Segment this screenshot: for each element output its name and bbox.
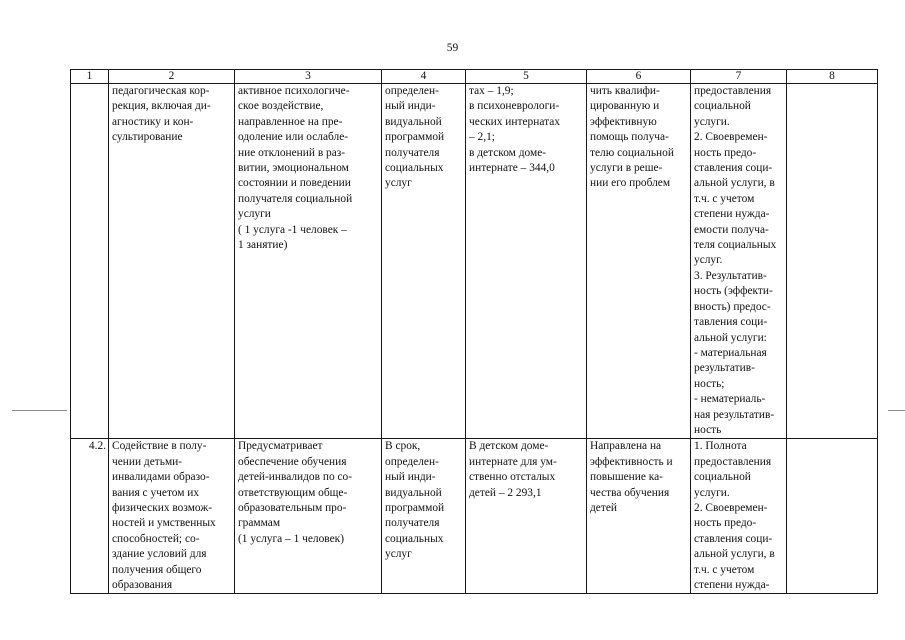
column-number: 1 — [71, 70, 109, 84]
column-number: 2 — [109, 70, 235, 84]
table-row — [71, 439, 878, 594]
service-conditions: Направлена на эффективность и повышение ка- чества обучения детей — [587, 439, 691, 594]
notes — [787, 84, 878, 439]
column-number: 8 — [787, 70, 878, 84]
service-conditions: чить квалифи- цированную и эффективную помощь получа- телю социальной услуги в реше- нии его проблем — [587, 84, 691, 439]
column-number: 4 — [382, 70, 466, 84]
column-number-row — [71, 70, 878, 84]
service-tariff: тах – 1,9; в психоневрологи- ческих интернатах – 2,1; в детском доме- интернате – 344,0 — [466, 84, 587, 439]
row-number — [71, 84, 109, 439]
fold-mark-left — [12, 410, 67, 411]
page-number: 59 — [446, 42, 459, 54]
service-description: активное психологиче- ское воздействие, направленное на пре- одоление или ослабле- ние отклонений в раз- витии, эмоциональном состоянии и поведении получателя социальной услуги ( 1 услуга -1 человек – 1 занятие) — [235, 84, 382, 439]
column-number: 6 — [587, 70, 691, 84]
service-name: Содействие в полу- чении детьми- инвалидами образо- вания с учетом их физических возмож- ностей и умственных способностей; со- здание условий для получения общего образования — [109, 439, 235, 594]
service-term: В срок, определен- ный инди- видуальной программой получателя социальных услуг — [382, 439, 466, 594]
table-row — [71, 84, 878, 439]
quality-indicators: 1. Полнота предоставления социальной услуги. 2. Своевремен- ность предо- ставления соци- альной услуги, в т.ч. с учетом степени нужда- — [691, 439, 787, 594]
services-table — [70, 69, 878, 594]
service-tariff: В детском доме- интернате для ум- ственно отсталых детей – 2 293,1 — [466, 439, 587, 594]
service-name: педагогическая кор- рекция, включая ди- агностику и кон- сультирование — [109, 84, 235, 439]
service-term: определен- ный инди- видуальной программой получателя социальных услуг — [382, 84, 466, 439]
notes — [787, 439, 878, 594]
column-number: 3 — [235, 70, 382, 84]
row-number: 4.2. — [71, 439, 109, 594]
quality-indicators: предоставления социальной услуги. 2. Своевремен- ность предо- ставления соци- альной услуги, в т.ч. с учетом степени нужда- емости получа- теля социальных услуг. 3. Результатив- ность (эффекти- вность) предос- тавления соци- альной услуги: - материальная результатив- ность; - нематериаль- ная результатив- ность — [691, 84, 787, 439]
column-number: 5 — [466, 70, 587, 84]
column-number: 7 — [691, 70, 787, 84]
service-description: Предусматривает обеспечение обучения детей-инвалидов по со- ответствующим обще- образовательным про- граммам (1 услуга – 1 человек) — [235, 439, 382, 594]
fold-mark-right — [888, 410, 905, 411]
